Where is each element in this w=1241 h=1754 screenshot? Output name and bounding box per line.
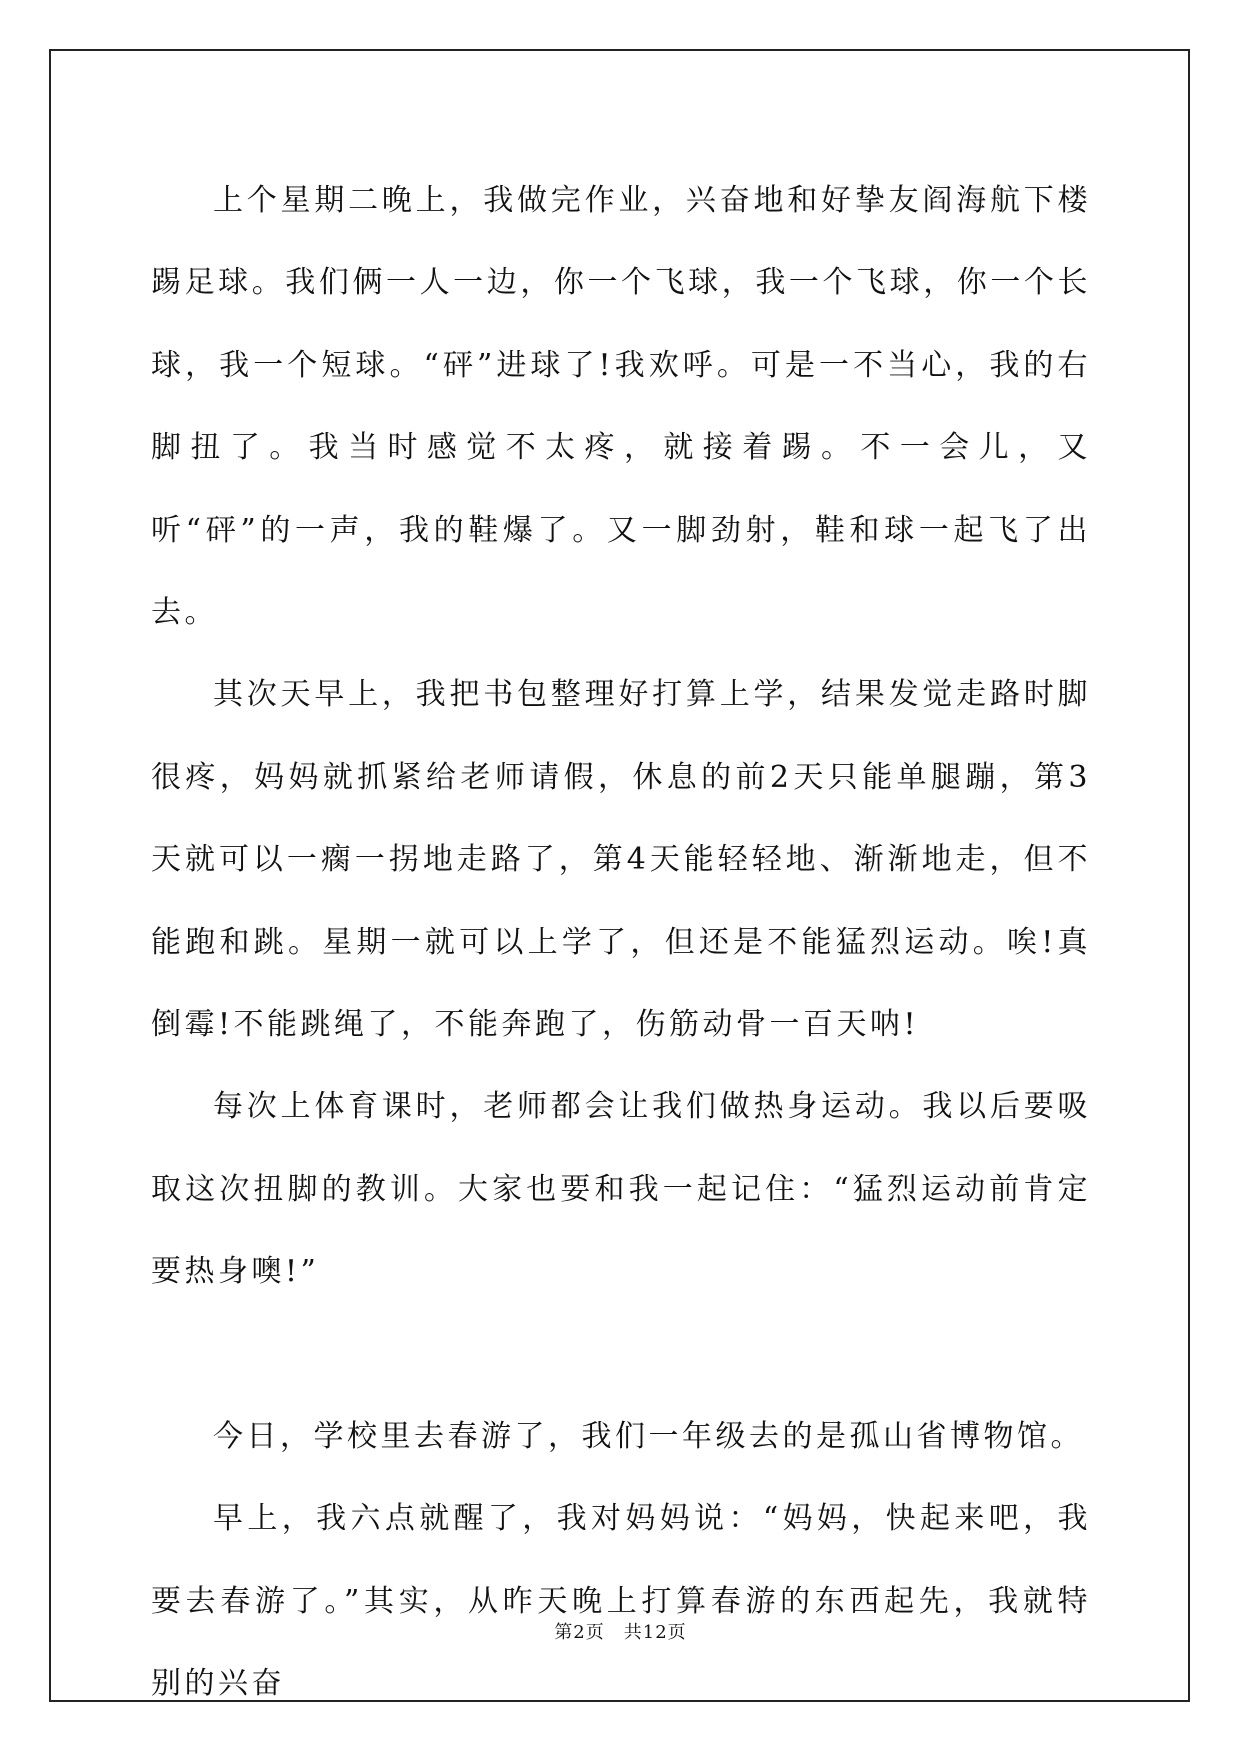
paragraph: 每次上体育课时，老师都会让我们做热身运动。我以后要吸取这次扭脚的教训。大家也要和我一起记住：“猛烈运动前肯定要热身噢!”: [151, 1089, 1091, 1290]
page-number-footer: 第2页 共12页: [554, 1622, 687, 1643]
section-gap: [151, 1314, 1091, 1396]
paragraph: 今日，学校里去春游了，我们一年级去的是孤山省博物馆。: [213, 1418, 1084, 1454]
paragraph: 其次天早上，我把书包整理好打算上学，结果发觉走路时脚很疼，妈妈就抓紧给老师请假，休息的前2天只能单腿蹦，第3天就可以一瘸一拐地走路了，第4天能轻轻地、渐渐地走，但不能跑和跳。星期一就可以上学了，但还是不能猛烈运动。唉!真倒霉!不能跳绳了，不能奔跑了，伤筋动骨一百天呐!: [151, 677, 1091, 1043]
document-body: [151, 160, 1091, 1725]
paragraph: 早上，我六点就醒了，我对妈妈说：“妈妈，快起来吧，我要去春游了。”其实，从昨天晚上打算春游的东西起先，我就特别的兴奋: [151, 1501, 1091, 1701]
paragraph: 上个星期二晚上，我做完作业，兴奋地和好挚友阎海航下楼踢足球。我们俩一人一边，你一个飞球，我一个飞球，你一个长球，我一个短球。“砰”进球了!我欢呼。可是一不当心，我的右脚扭了。我当时感觉不太疼，就接着踢。不一会儿，又听“砰”的一声，我的鞋爆了。又一脚劲射，鞋和球一起飞了出去。: [151, 183, 1091, 631]
